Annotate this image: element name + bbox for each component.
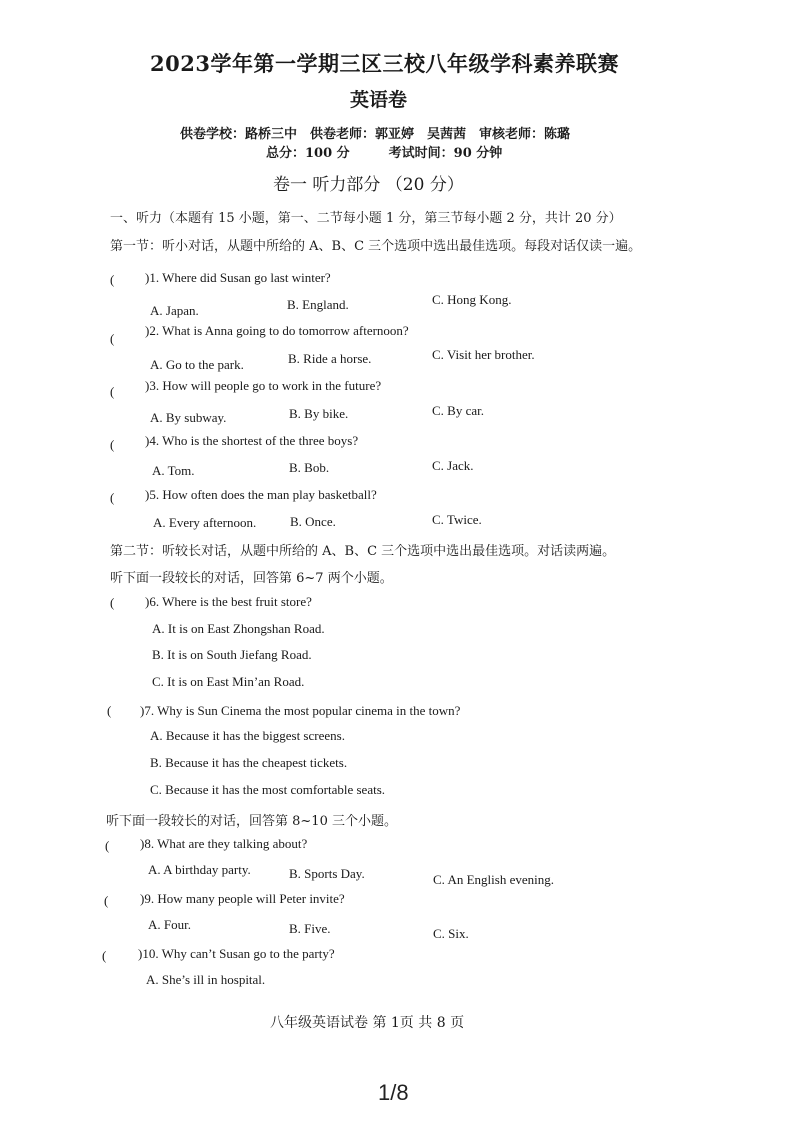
answer-paren: (: [105, 838, 110, 853]
option-c: C. Because it has the most comfortable seats.: [150, 782, 386, 797]
option-b: B. By bike.: [289, 406, 349, 421]
option-b: B. Ride a horse.: [288, 351, 372, 366]
exam-title: 2023学年第一学期三区三校八年级学科素养联赛: [150, 51, 619, 76]
page-number: 1/8: [378, 1080, 409, 1105]
option-b: B. Sports Day.: [289, 866, 365, 881]
answer-paren: (: [107, 703, 112, 718]
option-c: C. An English evening.: [433, 872, 554, 887]
option-c: C. Hong Kong.: [432, 292, 512, 307]
dialogue-intro-8-10: 听下面一段较长的对话，回答第 8~10 三个小题。: [106, 814, 397, 829]
exam-subtitle: 英语卷: [350, 89, 408, 111]
option-b: B. England.: [287, 297, 349, 312]
question-stem: )9. How many people will Peter invite?: [140, 891, 345, 906]
option-b: B. It is on South Jiefang Road.: [152, 647, 312, 662]
page-footer: 八年级英语试卷 第 1页 共 8 页: [270, 1015, 465, 1031]
option-a: A. A birthday party.: [148, 862, 251, 877]
option-c: C. Twice.: [432, 512, 482, 527]
option-b: B. Bob.: [289, 460, 330, 475]
question-stem: )2. What is Anna going to do tomorrow afternoon?: [145, 323, 409, 338]
question-stem: )6. Where is the best fruit store?: [145, 594, 312, 609]
option-a: A. Every afternoon.: [153, 515, 257, 530]
answer-paren: (: [110, 331, 115, 346]
part1-heading: 一、听力（本题有 15 小题，第一、二节每小题 1 分，第三节每小题 2 分，共计 20 分）: [110, 211, 622, 226]
question-stem: )5. How often does the man play basketball?: [145, 487, 377, 502]
option-a: A. Four.: [148, 917, 191, 932]
option-c: C. Six.: [433, 926, 469, 941]
answer-paren: (: [110, 272, 115, 287]
option-a: A. Go to the park.: [150, 357, 244, 372]
question-stem: )10. Why can’t Susan go to the party?: [138, 946, 335, 961]
answer-paren: (: [110, 384, 115, 399]
option-a: A. She’s ill in hospital.: [146, 972, 266, 987]
option-c: C. Jack.: [432, 458, 474, 473]
exam-meta-score-time: 总分：100 分 考试时间：90 分钟: [266, 146, 503, 161]
question-stem: )1. Where did Susan go last winter?: [145, 270, 331, 285]
option-c: C. It is on East Min’an Road.: [152, 674, 305, 689]
option-c: C. Visit her brother.: [432, 347, 535, 362]
option-a: A. Because it has the biggest screens.: [150, 728, 345, 743]
option-a: A. It is on East Zhongshan Road.: [152, 621, 325, 636]
option-a: A. Tom.: [152, 463, 195, 478]
question-stem: )3. How will people go to work in the future?: [145, 378, 382, 393]
option-b: B. Because it has the cheapest tickets.: [150, 755, 348, 770]
section-title: 卷一 听力部分 （20 分）: [273, 175, 464, 195]
option-c: C. By car.: [432, 403, 484, 418]
question-stem: )4. Who is the shortest of the three boys?: [145, 433, 359, 448]
dialogue-intro-6-7: 听下面一段较长的对话，回答第 6~7 两个小题。: [110, 571, 393, 586]
question-stem: )8. What are they talking about?: [140, 836, 308, 851]
question-stem: )7. Why is Sun Cinema the most popular cinema in the town?: [140, 703, 461, 718]
answer-paren: (: [104, 893, 109, 908]
section2-instruction: 第二节：听较长对话，从题中所给的 A、B、C 三个选项中选出最佳选项。对话读两遍。: [110, 544, 616, 559]
exam-meta-authors: 供卷学校：路桥三中 供卷老师：郭亚婷 吴茜茜 审核老师：陈璐: [180, 127, 571, 142]
answer-paren: (: [110, 490, 115, 505]
option-b: B. Five.: [289, 921, 331, 936]
answer-paren: (: [110, 437, 115, 452]
answer-paren: (: [102, 948, 107, 963]
answer-paren: (: [110, 595, 115, 610]
option-a: A. Japan.: [150, 303, 199, 318]
section1-instruction: 第一节：听小对话，从题中所给的 A、B、C 三个选项中选出最佳选项。每段对话仅读一遍。: [110, 239, 642, 254]
option-a: A. By subway.: [150, 410, 227, 425]
option-b: B. Once.: [290, 514, 336, 529]
